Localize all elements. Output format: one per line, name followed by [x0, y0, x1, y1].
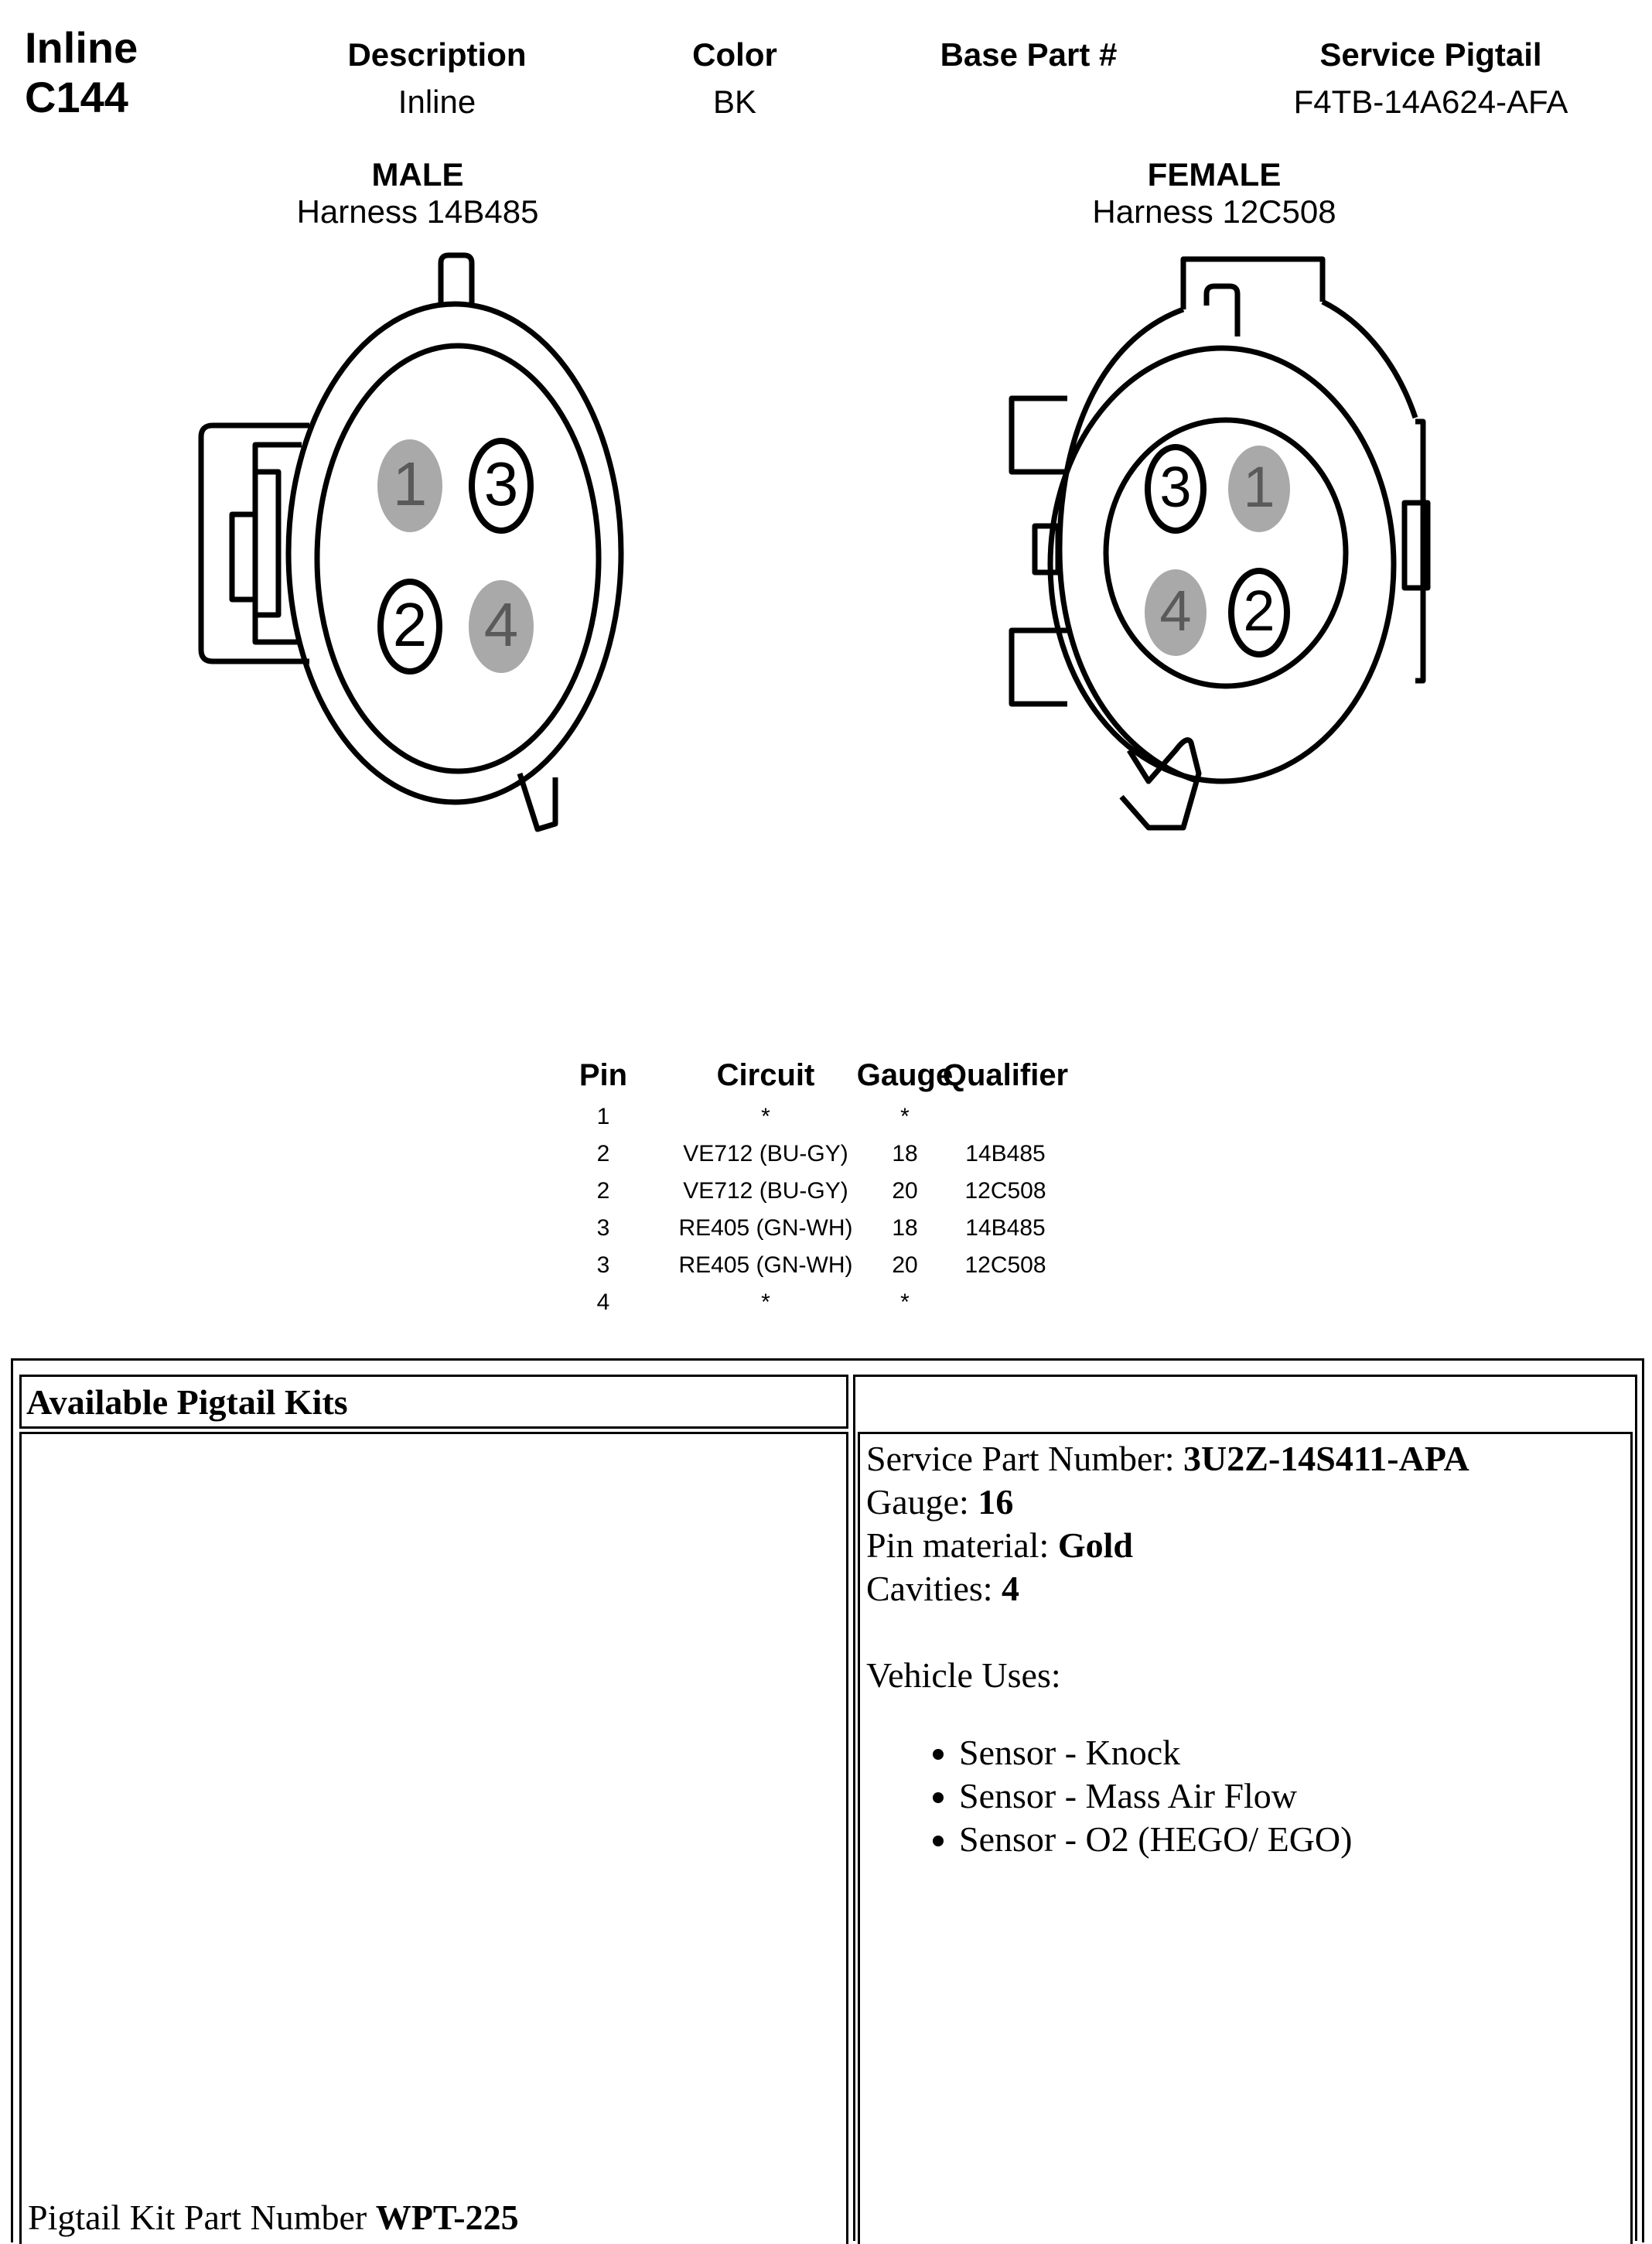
connector-type: Inline	[25, 23, 138, 72]
pin-cell: 4	[596, 1289, 610, 1315]
pin-table-header	[557, 1052, 1114, 1098]
qualifier-header: Qualifier	[942, 1058, 1069, 1092]
description-column	[309, 28, 565, 122]
pin-cell: 2	[596, 1141, 610, 1166]
circuit-cell: RE405 (GN-WH)	[678, 1215, 853, 1241]
pin-cell: 3	[596, 1252, 610, 1278]
pin-4-icon	[469, 580, 534, 673]
cavities-value: 4	[1002, 1569, 1020, 1608]
pin-2-icon	[1231, 571, 1287, 654]
female-connector-diagram	[998, 240, 1446, 859]
pin-3-icon	[472, 441, 531, 531]
qualifier-cell: 14B485	[965, 1141, 1046, 1166]
pin-4-icon	[1145, 569, 1207, 656]
male-title: MALE	[371, 156, 464, 193]
vehicle-uses-label: Vehicle Uses:	[866, 1655, 1061, 1695]
gauge-cell: 20	[892, 1178, 918, 1204]
kits-title: Available Pigtail Kits	[26, 1382, 348, 1422]
svg-text:1: 1	[392, 449, 428, 518]
kit-image-cell	[19, 1432, 848, 2244]
svg-text:4: 4	[483, 590, 519, 659]
color-column	[642, 28, 828, 122]
pin-table	[557, 1052, 1114, 1321]
kit-part-value: WPT-225	[375, 2198, 519, 2237]
circuit-cell: VE712 (BU-GY)	[683, 1178, 848, 1204]
pin-2-icon	[381, 582, 439, 671]
table-row	[557, 1173, 1114, 1210]
pigtail-kits-section	[11, 1358, 1644, 2242]
male-harness: Harness 14B485	[296, 193, 539, 230]
base-part-column	[897, 28, 1160, 82]
female-title: FEMALE	[1147, 156, 1282, 193]
gauge-cell: *	[900, 1289, 910, 1315]
table-row	[557, 1210, 1114, 1247]
table-row	[557, 1098, 1114, 1136]
kit-spec-cell	[858, 1432, 1633, 2244]
female-label	[1060, 156, 1369, 231]
male-connector-diagram	[186, 240, 650, 859]
vehicle-uses-list	[866, 1731, 1630, 1861]
list-item: • Sensor - Mass Air Flow	[959, 1774, 1630, 1818]
gauge-cell: 18	[892, 1141, 918, 1166]
pin-cell: 3	[596, 1215, 610, 1241]
gauge-cell: 20	[892, 1252, 918, 1278]
base-part-label: Base Part #	[940, 36, 1118, 73]
svg-text:2: 2	[1243, 579, 1275, 643]
color-value: BK	[712, 84, 757, 120]
service-part-line	[866, 1437, 1630, 1481]
service-part-value: 3U2Z-14S411-APA	[1183, 1439, 1469, 1478]
service-pigtail-label: Service Pigtail	[1319, 36, 1542, 73]
gauge-line	[866, 1481, 1630, 1524]
service-part-label: Service Part Number:	[866, 1439, 1184, 1478]
service-pigtail-column	[1253, 28, 1609, 122]
qualifier-cell: 12C508	[964, 1252, 1046, 1278]
male-pins	[377, 439, 534, 673]
pin-material-value: Gold	[1057, 1525, 1133, 1565]
gauge-label: Gauge:	[866, 1482, 978, 1522]
pin-material-label: Pin material:	[866, 1525, 1058, 1565]
kits-title-cell	[19, 1375, 848, 1429]
table-row	[557, 1247, 1114, 1284]
qualifier-cell: 12C508	[964, 1178, 1046, 1204]
table-row	[557, 1136, 1114, 1173]
kit-part-number	[28, 2196, 519, 2239]
pin-header: Pin	[579, 1058, 628, 1092]
description-value: Inline	[398, 84, 476, 120]
description-label: Description	[347, 36, 527, 73]
svg-text:4: 4	[1159, 579, 1192, 643]
connector-number: C144	[25, 73, 128, 121]
pin-material-line	[866, 1524, 1630, 1567]
circuit-cell: VE712 (BU-GY)	[683, 1141, 848, 1166]
connector-id	[25, 23, 138, 122]
circuit-cell: RE405 (GN-WH)	[678, 1252, 853, 1278]
circuit-cell: *	[761, 1289, 770, 1315]
pin-cell: 2	[596, 1178, 610, 1204]
cavities-label: Cavities:	[866, 1569, 1002, 1608]
qualifier-cell: 14B485	[965, 1215, 1046, 1241]
gauge-cell: *	[900, 1104, 910, 1129]
kit-spec	[860, 1434, 1630, 1861]
gauge-value: 16	[978, 1482, 1014, 1522]
circuit-header: Circuit	[716, 1058, 815, 1092]
pin-1-icon	[377, 439, 442, 532]
pin-1-icon	[1228, 446, 1290, 532]
svg-text:3: 3	[1159, 455, 1192, 519]
color-label: Color	[692, 36, 777, 73]
male-label	[263, 156, 572, 231]
svg-text:2: 2	[392, 590, 428, 659]
list-item: • Sensor - O2 (HEGO/ EGO)	[959, 1818, 1630, 1861]
female-pins	[1145, 446, 1290, 656]
pin-cell: 1	[596, 1104, 610, 1129]
list-item: • Sensor - Knock	[959, 1731, 1630, 1774]
service-pigtail-value: F4TB-14A624-AFA	[1293, 84, 1568, 120]
svg-text:1: 1	[1243, 455, 1275, 519]
cavities-line	[866, 1567, 1630, 1610]
svg-text:3: 3	[483, 449, 519, 518]
pin-3-icon	[1148, 447, 1203, 531]
table-row	[557, 1284, 1114, 1321]
circuit-cell: *	[761, 1104, 770, 1129]
gauge-cell: 18	[892, 1215, 918, 1241]
female-harness: Harness 12C508	[1092, 193, 1336, 230]
kit-part-label: Pigtail Kit Part Number	[28, 2198, 376, 2237]
gauge-header: Gauge	[856, 1058, 954, 1092]
